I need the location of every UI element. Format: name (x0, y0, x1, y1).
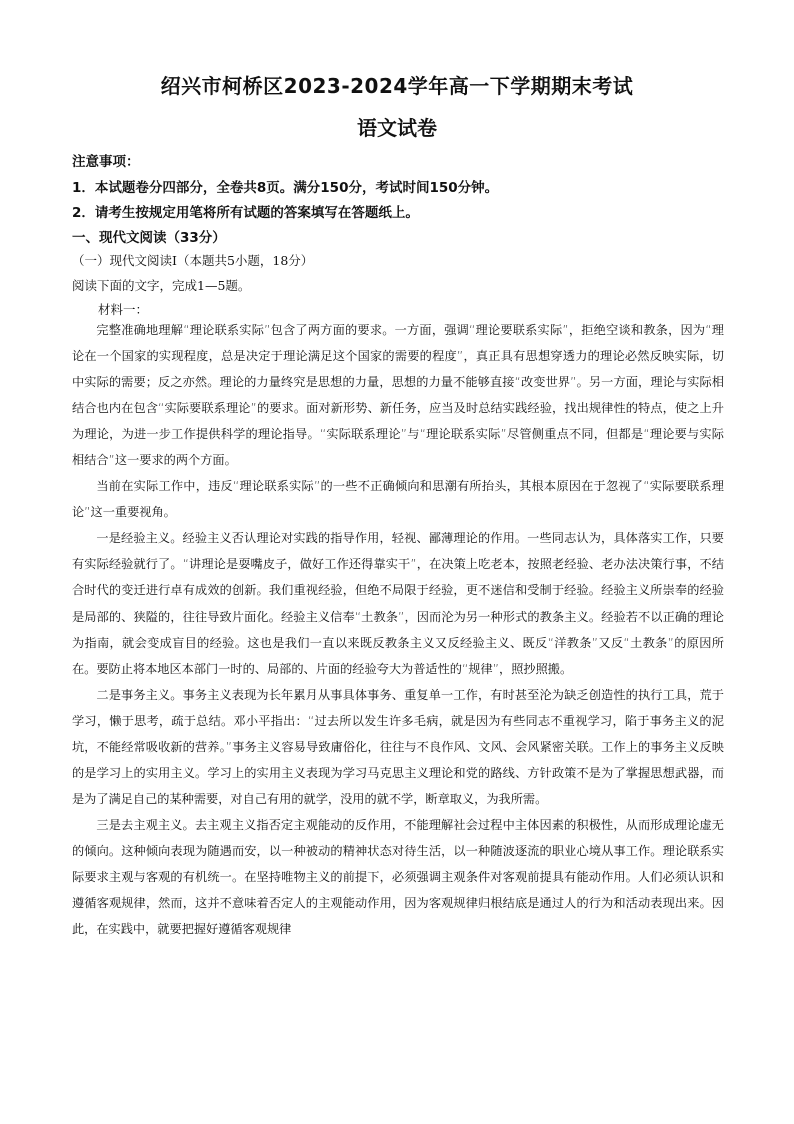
notice-item-1: 1．本试题卷分四部分，全卷共8页。满分150分，考试时间150分钟。 (72, 180, 499, 196)
paragraph: 完整准确地理解“理论联系实际”包含了两方面的要求。一方面，强调“理论要联系实际”，拒绝空谈和教条，因为“理论在一个国家的实现程度，总是决定于理论满足这个国家的需要的程度”，真正具有思想穿透力的理论必然反映实际，切中实际的需要；反之亦然。理论的力量终究是思想的力量，思想的力量不能够直接“改变世界”。另一方面，理论与实际相结合也内在包含“实际要联系理论”的要求。面对新形势、新任务，应当及时总结实践经验，找出规律性的特点，使之上升为理论，为进一步工作提供科学的理论指导。“实际联系理论”与“理论联系实际”尽管侧重点不同，但都是“理论要与实际相结合”这一要求的两个方面。 (72, 323, 724, 468)
instruction: 阅读下面的文字，完成1—5题。 (72, 278, 251, 293)
exam-subtitle: 语文试卷 (357, 116, 437, 140)
notice-heading: 注意事项： (72, 154, 140, 170)
section-heading: 一、现代文阅读（33分） (72, 230, 226, 246)
exam-title: 绍兴市柯桥区2023-2024学年高一下学期期末考试 (160, 74, 634, 98)
paragraph: 当前在实际工作中，违反“理论联系实际”的一些不正确倾向和思潮有所抬头，其根本原因在于忽视了“实际要联系理论”这一重要视角。 (72, 479, 724, 520)
article-body (72, 317, 724, 942)
sub-heading: （一）现代文阅读Ⅰ（本题共5小题，18分） (72, 253, 314, 268)
notice-item-2: 2．请考生按规定用笔将所有试题的答案填写在答题纸上。 (72, 205, 419, 221)
paragraph: 二是事务主义。事务主义表现为长年累月从事具体事务、重复单一工作，有时甚至沦为缺乏创造性的执行工具，荒于学习，懒于思考，疏于总结。邓小平指出：“过去所以发生许多毛病，就是因为有些同志不重视学习，陷于事务主义的泥坑，不能经常吸收新的营养。”事务主义容易导致庸俗化，往往与不良作风、文风、会风紧密关联。工作上的事务主义反映的是学习上的实用主义。学习上的实用主义表现为学习马克思主义理论和党的路线、方针政策不是为了掌握思想武器，而是为了满足自己的某种需要，对自己有用的就学，没用的就不学，断章取义，为我所需。 (72, 687, 724, 806)
paragraph: 三是去主观主义。去主观主义指否定主观能动的反作用，不能理解社会过程中主体因素的积极性，从而形成理论虚无的倾向。这种倾向表现为随遇而安，以一种被动的精神状态对待生活，以一种随波逐流的职业心境从事工作。理论联系实际要求主观与客观的有机统一。在坚持唯物主义的前提下，必须强调主观条件对客观前提具有能动作用。人们必须认识和遵循客观规律，然而，这并不意味着否定人的主观能动作用，因为客观规律归根结底是通过人的行为和活动表现出来。因此，在实践中，就要把握好遵循客观规律 (72, 817, 724, 937)
paragraph: 一是经验主义。经验主义否认理论对实践的指导作用，轻视、鄙薄理论的作用。一些同志认为，具体落实工作，只要有实际经验就行了。“讲理论是耍嘴皮子，做好工作还得靠实干”，在决策上吃老本，按照老经验、老办法决策行事，不结合时代的变迁进行卓有成效的创新。我们重视经验，但绝不局限于经验，更不迷信和受制于经验。经验主义所崇奉的经验是局部的、狭隘的，往往导致片面化。经验主义信奉“土教条”，因而沦为另一种形式的教条主义。经验若不以正确的理论为指南，就会变成盲目的经验。这也是我们一直以来既反教条主义又反经验主义、既反“洋教条”又反“土教条”的原因所在。要防止将本地区本部门一时的、局部的、片面的经验夸大为普适性的“规律”，照抄照搬。 (72, 531, 724, 676)
material-label: 材料一： (98, 302, 149, 317)
